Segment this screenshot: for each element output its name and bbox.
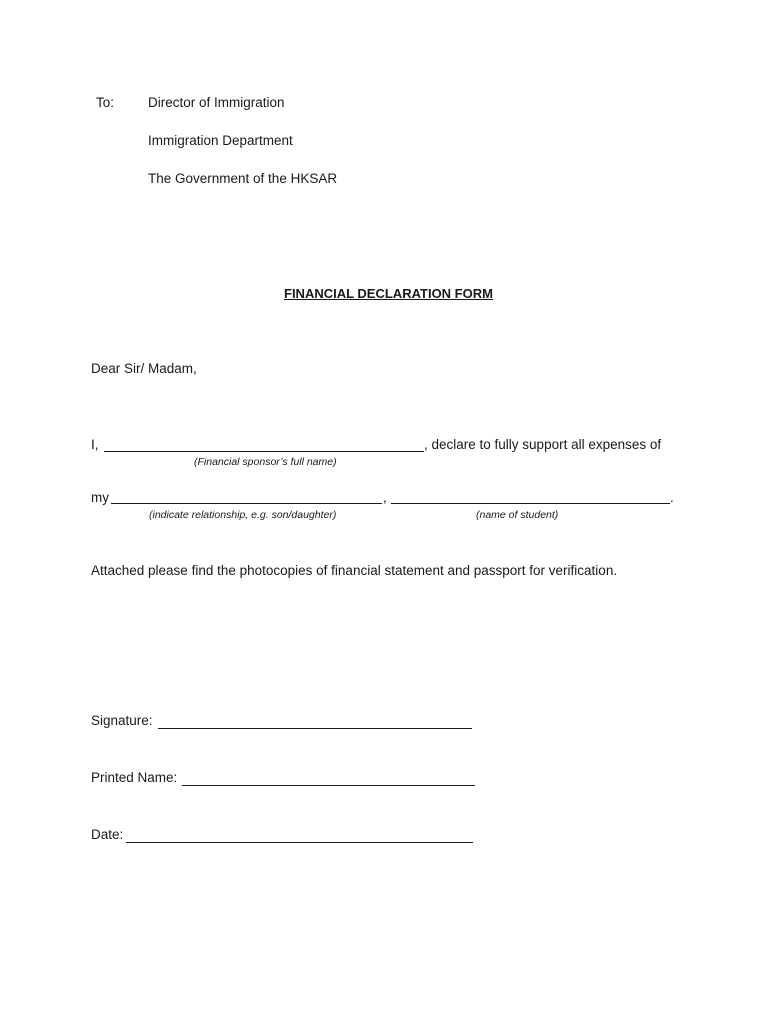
date-label: Date: bbox=[91, 827, 124, 842]
student-name-blank[interactable] bbox=[391, 503, 670, 504]
printed-name-label: Printed Name: bbox=[91, 770, 178, 785]
signature-blank[interactable] bbox=[158, 728, 472, 729]
relationship-caption: (indicate relationship, e.g. son/daughter) bbox=[149, 509, 337, 521]
declaration-prefix: I, bbox=[91, 437, 99, 452]
signature-label: Signature: bbox=[91, 713, 153, 728]
attachment-note: Attached please find the photocopies of financial statement and passport for verification. bbox=[91, 563, 618, 578]
date-blank[interactable] bbox=[126, 842, 473, 843]
recipient-line-2: Immigration Department bbox=[148, 133, 293, 148]
student-name-caption: (name of student) bbox=[476, 509, 559, 521]
my-label: my bbox=[91, 490, 109, 505]
period: . bbox=[670, 490, 674, 505]
salutation: Dear Sir/ Madam, bbox=[91, 361, 197, 376]
relationship-blank[interactable] bbox=[111, 503, 382, 504]
sponsor-name-blank[interactable] bbox=[104, 451, 424, 452]
declaration-suffix: , declare to fully support all expenses of bbox=[424, 437, 662, 452]
comma-separator: , bbox=[383, 490, 387, 505]
sponsor-name-caption: (Financial sponsor’s full name) bbox=[194, 456, 337, 468]
recipient-line-3: The Government of the HKSAR bbox=[148, 171, 338, 186]
form-title: FINANCIAL DECLARATION FORM bbox=[284, 286, 493, 301]
recipient-line-1: Director of Immigration bbox=[148, 95, 285, 110]
to-label: To: bbox=[96, 95, 115, 110]
printed-name-blank[interactable] bbox=[182, 785, 475, 786]
